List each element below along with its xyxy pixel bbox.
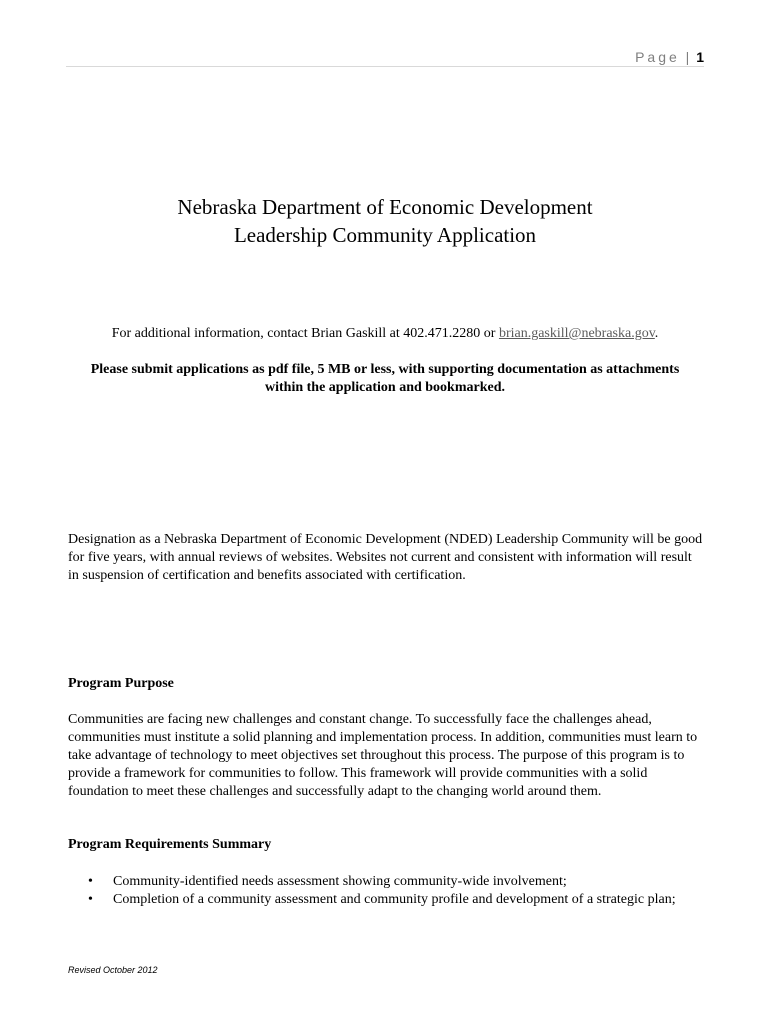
designation-paragraph: Designation as a Nebraska Department of Economic Development (NDED) Leadership Community will be good for five years, with annual reviews of websites. Websites not current and consistent with information will result in suspension of certification and benefits associated with certification. — [68, 532, 703, 583]
program-purpose-body: Communities are facing new challenges and constant change. To successfully face the challenges ahead, communities must institute a solid planning and implementation process. In addition, communities must learn to take advantage of technology to meet objectives set throughout this process. The purpose of this program is to provide a framework for communities to follow. This framework will provide communities with a solid foundation to meet these challenges and successfully adapt to the changing world around them. — [68, 712, 698, 799]
contact-info — [0, 326, 770, 342]
list-item — [68, 891, 704, 909]
submission-instructions: Please submit applications as pdf file, 5 MB or less, with supporting documentation as attachments within the application and bookmarked. — [90, 362, 680, 395]
list-item-text: Completion of a community assessment and community profile and development of a strategic plan; — [113, 892, 676, 907]
list-item-text: Community-identified needs assessment showing community-wide involvement; — [113, 874, 567, 889]
revision-footer: Revised October 2012 — [68, 965, 158, 975]
page-separator: | — [685, 49, 690, 65]
page-label: Page — [635, 49, 680, 65]
contact-text: For additional information, contact Brian Gaskill at 402.471.2280 or — [111, 326, 499, 341]
title-line-1: Nebraska Department of Economic Development — [177, 195, 593, 219]
program-purpose-heading: Program Purpose — [68, 676, 174, 691]
contact-email-link[interactable]: brian.gaskill@nebraska.gov — [498, 326, 655, 341]
page-number: 1 — [696, 49, 704, 65]
bullet-icon: • — [88, 874, 93, 889]
list-item — [68, 873, 704, 891]
bullet-icon: • — [88, 892, 93, 907]
title-line-2: Leadership Community Application — [233, 223, 537, 247]
page-header — [635, 49, 704, 65]
header-divider — [66, 66, 704, 67]
program-requirements-heading: Program Requirements Summary — [68, 837, 272, 852]
contact-suffix: . — [654, 326, 659, 341]
document-title — [0, 193, 770, 249]
requirements-list — [68, 873, 704, 909]
